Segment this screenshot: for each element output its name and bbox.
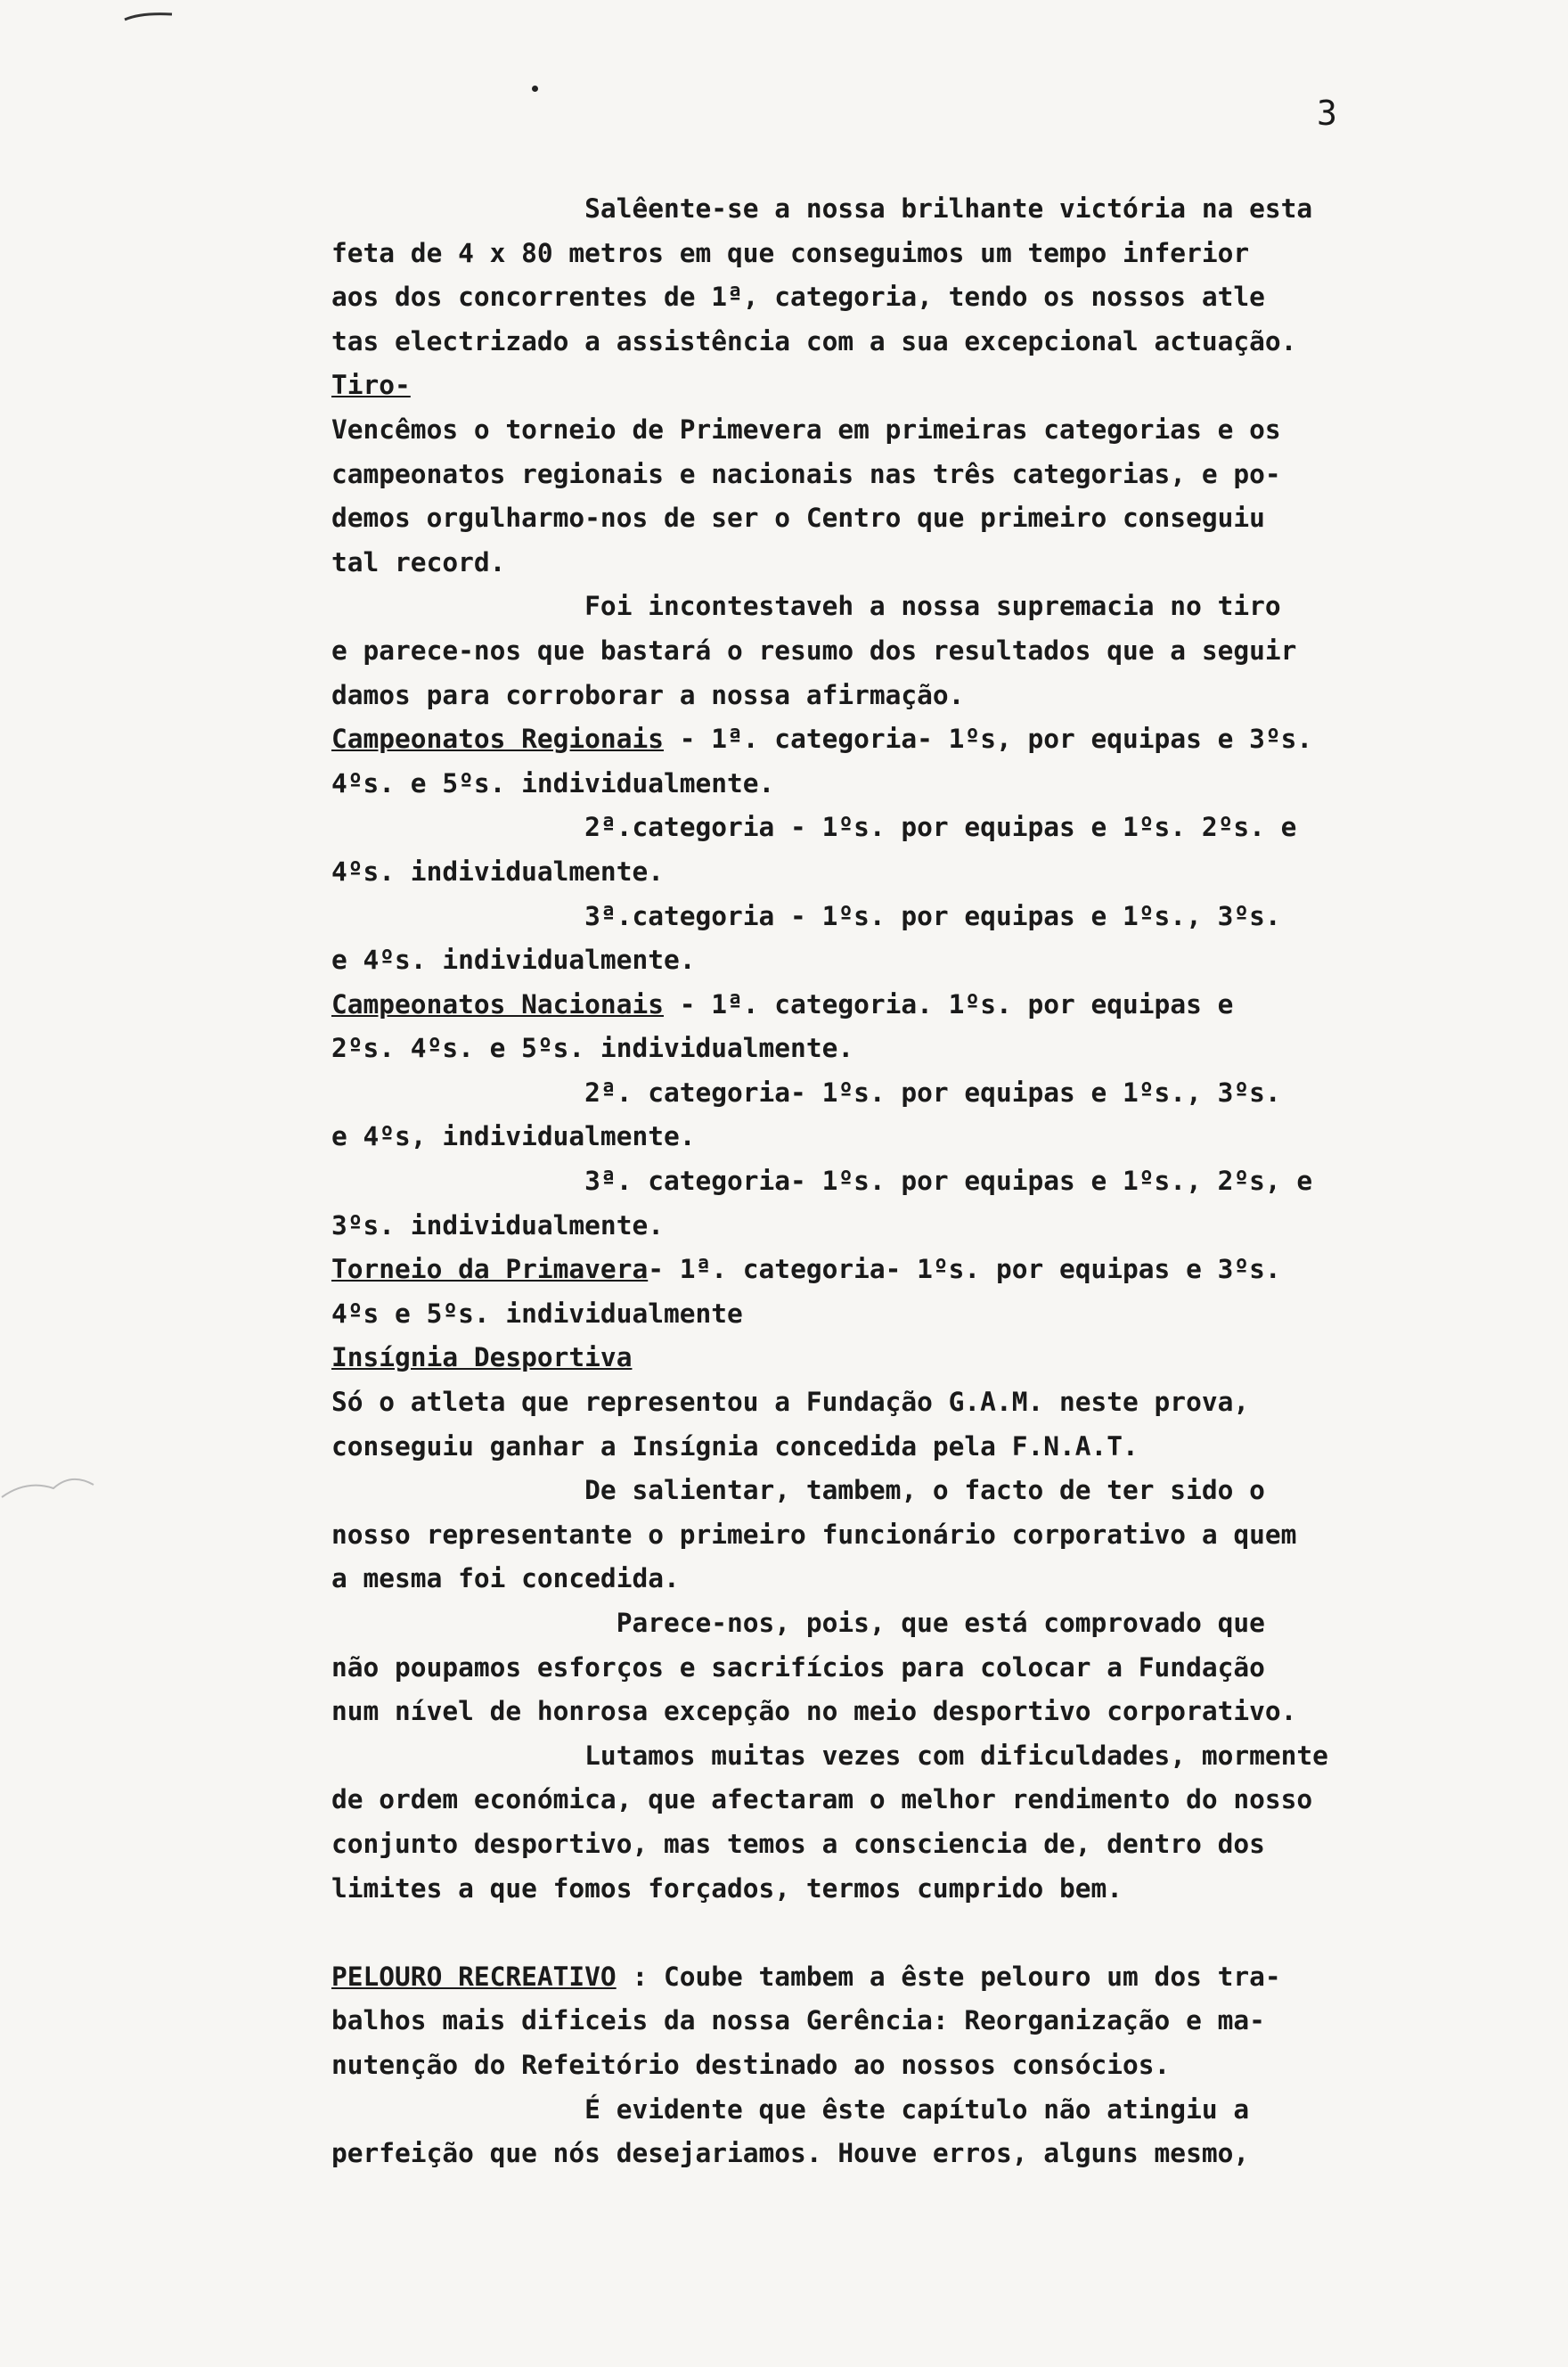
text-line [331, 717, 1525, 762]
text-line [331, 1822, 1525, 1867]
text-line [331, 1159, 1525, 1204]
text-line [331, 674, 1525, 718]
text-run: e parece-nos que bastará o resumo dos resultados que a seguir [331, 635, 1297, 666]
text-run: aos dos concorrentes de 1ª, categoria, tendo os nossos atle [331, 282, 1265, 313]
section-heading: PELOURO RECREATIVO [331, 1961, 617, 1992]
text-line [331, 1248, 1525, 1292]
text-line [331, 1646, 1525, 1691]
text-line [331, 453, 1525, 497]
text-line [331, 1867, 1525, 1912]
text-line [331, 762, 1525, 807]
text-run: É evidente que êste capítulo não atingiu a [331, 2093, 1250, 2125]
text-line [331, 1292, 1525, 1337]
text-run: conjunto desportivo, mas temos a consciencia de, dentro dos [331, 1828, 1265, 1859]
text-run: demos orgulharmo-nos de ser o Centro que primeiro conseguiu [331, 503, 1265, 534]
text-line [331, 1425, 1525, 1470]
text-run: - 1ª. categoria- 1ºs, por equipas e 3ºs. [663, 724, 1313, 755]
text-run: 3ª.categoria - 1ºs. por equipas e 1ºs., 3ºs. [331, 900, 1281, 931]
text-line [331, 187, 1525, 232]
text-line [331, 983, 1525, 1028]
page-number: 3 [1317, 94, 1337, 133]
text-run: 2ª.categoria - 1ºs. por equipas e 1ºs. 2ºs. e [331, 812, 1297, 843]
text-line [331, 1027, 1525, 1071]
text-run: : Coube tambem a êste pelouro um dos tra- [616, 1961, 1281, 1992]
text-line [331, 629, 1525, 674]
text-run: nosso representante o primeiro funcionário corporativo a quem [331, 1519, 1297, 1550]
text-run: tal record. [331, 546, 506, 577]
text-run: nutenção do Refeitório destinado ao nossos consócios. [331, 2049, 1171, 2080]
text-run: Salêente-se a nossa brilhante victória na esta [331, 193, 1313, 224]
text-line [331, 1999, 1525, 2043]
text-line [331, 585, 1525, 629]
text-line [331, 850, 1525, 895]
text-run: damos para corroborar a nossa afirmação. [331, 679, 965, 710]
document-body [331, 187, 1525, 2176]
text-run: feta de 4 x 80 metros em que conseguimos um tempo inferior [331, 237, 1250, 268]
text-line [331, 320, 1525, 364]
text-run: Lutamos muitas vezes com dificuldades, mormente [331, 1740, 1328, 1771]
text-line [331, 1380, 1525, 1425]
text-run: Foi incontestaveh a nossa supremacia no tiro [331, 591, 1281, 622]
text-run: - 1ª. categoria- 1ºs. por equipas e 3ºs. [648, 1254, 1281, 1285]
text-run: balhos mais dificeis da nossa Gerência: Reorganização e ma- [331, 2005, 1265, 2036]
text-line [331, 2088, 1525, 2133]
text-line [331, 1955, 1525, 2000]
text-run: limites a que fomos forçados, termos cumprido bem. [331, 1872, 1123, 1904]
text-line [331, 938, 1525, 983]
scan-dot [532, 86, 538, 92]
text-line [331, 806, 1525, 850]
text-run: tas electrizado a assistência com a sua excepcional actuação. [331, 325, 1297, 356]
section-heading: Campeonatos Nacionais [331, 988, 664, 1020]
text-line [331, 1557, 1525, 1601]
text-run: de ordem económica, que afectaram o melhor rendimento do nosso [331, 1784, 1313, 1815]
text-line [331, 1778, 1525, 1822]
text-line [331, 1469, 1525, 1513]
text-line [331, 408, 1525, 453]
text-run: 4ºs e 5ºs. individualmente [331, 1298, 743, 1329]
text-run: a mesma foi concedida. [331, 1563, 680, 1594]
text-line [331, 1690, 1525, 1734]
text-line [331, 1336, 1525, 1380]
text-line [331, 232, 1525, 276]
text-run: - 1ª. categoria. 1ºs. por equipas e [663, 988, 1234, 1020]
text-run: 3ºs. individualmente. [331, 1209, 664, 1241]
text-run: conseguiu ganhar a Insígnia concedida pela F.N.A.T. [331, 1430, 1139, 1462]
text-run: não poupamos esforços e sacrifícios para colocar a Fundação [331, 1651, 1265, 1683]
scan-mark-top-left [123, 7, 176, 25]
text-line [331, 2043, 1525, 2088]
text-line [331, 1204, 1525, 1249]
text-line [331, 275, 1525, 320]
text-run: 4ºs. individualmente. [331, 856, 664, 887]
text-run: e 4ºs. individualmente. [331, 945, 696, 976]
text-line [331, 1734, 1525, 1779]
text-run: 3ª. categoria- 1ºs. por equipas e 1ºs., 2ºs, e [331, 1166, 1313, 1197]
text-run: De salientar, tambem, o facto de ter sido o [331, 1475, 1265, 1506]
text-run: 4ºs. e 5ºs. individualmente. [331, 767, 775, 799]
section-heading: Tiro- [331, 370, 411, 401]
text-run: campeonatos regionais e nacionais nas três categorias, e po- [331, 458, 1281, 489]
text-line [331, 364, 1525, 408]
text-line [331, 1513, 1525, 1558]
text-run: Só o atleta que representou a Fundação G.A.M. neste prova, [331, 1387, 1250, 1418]
text-run: Parece-nos, pois, que está comprovado que [331, 1608, 1265, 1638]
margin-smudge [0, 1462, 107, 1515]
section-heading: Torneio da Primavera [331, 1254, 649, 1285]
section-heading: Campeonatos Regionais [331, 724, 664, 755]
text-run: 2ª. categoria- 1ºs. por equipas e 1ºs., 3ºs. [331, 1077, 1281, 1108]
text-line [331, 1601, 1525, 1646]
text-line [331, 541, 1525, 586]
paragraph-gap [331, 1911, 1525, 1955]
text-line [331, 1115, 1525, 1159]
text-run: num nível de honrosa excepção no meio desportivo corporativo. [331, 1696, 1297, 1727]
text-line [331, 496, 1525, 541]
text-line [331, 1071, 1525, 1116]
text-run: Vencêmos o torneio de Primevera em primeiras categorias e os [331, 414, 1281, 445]
text-line [331, 2132, 1525, 2176]
section-heading: Insígnia Desportiva [331, 1342, 633, 1373]
text-line [331, 895, 1525, 939]
text-run: perfeição que nós desejariamos. Houve erros, alguns mesmo, [331, 2138, 1250, 2169]
text-run: 2ºs. 4ºs. e 5ºs. individualmente. [331, 1033, 854, 1064]
text-run: e 4ºs, individualmente. [331, 1121, 696, 1152]
